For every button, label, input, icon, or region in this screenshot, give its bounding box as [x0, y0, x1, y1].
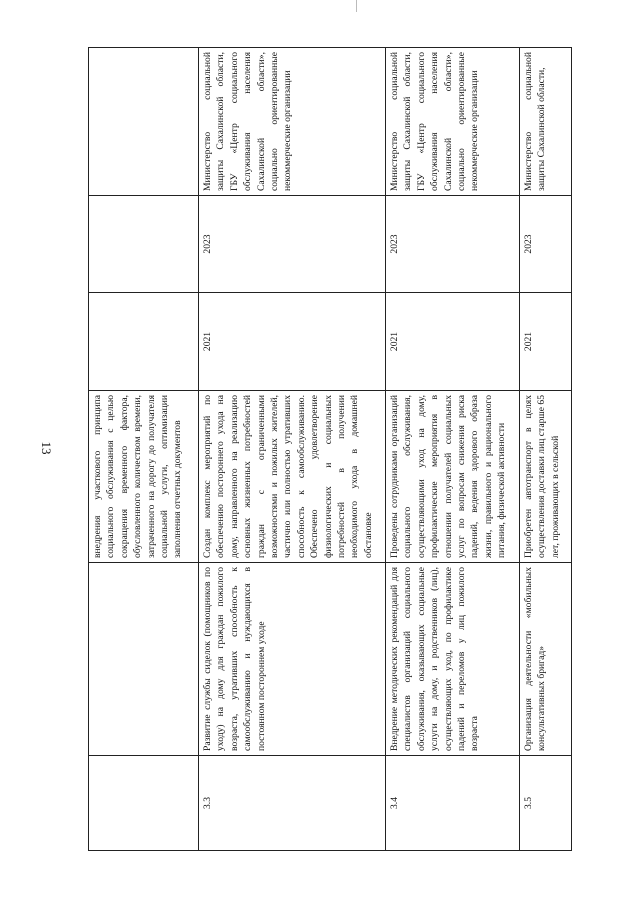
- end-year-cell: 2023: [386, 196, 520, 293]
- executors-cell: [89, 48, 199, 196]
- activity-cell: [89, 563, 199, 756]
- result-cell: внедрения участкового принципа социального обслуживания с целью сокращения временного фактора, обусловленного количеством времени, затраченного на дорогу до получателя социальной услуги, оптимизации заполнения отчетных документов: [89, 391, 199, 563]
- rotated-table-page: [88, 48, 571, 851]
- activity-cell: Развитие службы сиделок (помощников по уходу) на дому для граждан пожилого возраста, утративших способность к самообслуживанию и нуждающихся в постоянном постороннем уходе: [199, 563, 386, 756]
- result-cell: Создан комплекс мероприятий по обеспечению постороннего ухода на дому, направленного на реализацию основных жизненных потребностей граждан с ограниченными возможностями и пожилых жителей, частично или полностью утративших способность к самообслуживанию. Обеспечено удовлетворение физиологических и социальных потребностей в получении необходимого ухода в домашней обстановке: [199, 391, 386, 563]
- result-cell: Приобретен автотранспорт в целях осуществления доставки лиц старше 65 лет, проживающих в сельской: [520, 391, 572, 563]
- table-row: [199, 48, 386, 851]
- row-number-cell: 3.4: [386, 756, 520, 851]
- start-year-cell: 2021: [386, 293, 520, 391]
- row-number-cell: [89, 756, 199, 851]
- page-number: 13: [39, 441, 54, 455]
- activity-cell: Организация деятельности «мобильных консультативных бригад»: [520, 563, 572, 756]
- activity-table: [88, 47, 572, 851]
- result-cell: Проведены сотрудниками организаций социального обслуживания, осуществляющими уход на дому, профилактические мероприятия в отношении получателей социальных услуг по вопросам снижения риска падений, ведения здорового образа жизни, правильного и рационального питания, физической активности: [386, 391, 520, 563]
- scan-mark: [356, 0, 357, 12]
- row-number-cell: 3.5: [520, 756, 572, 851]
- table-row: [89, 48, 199, 851]
- start-year-cell: 2021: [520, 293, 572, 391]
- start-year-cell: [89, 293, 199, 391]
- end-year-cell: [89, 196, 199, 293]
- table-row: [520, 48, 572, 851]
- executors-cell: Министерство социальной защиты Сахалинской области, ГБУ «Центр социального обслуживания населения Сахалинской области», социально ориентированные некоммерческие организации: [386, 48, 520, 196]
- end-year-cell: 2023: [199, 196, 386, 293]
- start-year-cell: 2021: [199, 293, 386, 391]
- table-row: [386, 48, 520, 851]
- activity-cell: Внедрение методических рекомендаций для специалистов организаций социального обслуживания, оказывающих социальные услуги на дому, и родственников (лиц), осуществляющих уход, по профилактике падений и переломов у лиц пожилого возраста: [386, 563, 520, 756]
- end-year-cell: 2023: [520, 196, 572, 293]
- executors-cell: Министерство социальной защиты Сахалинской области,: [520, 48, 572, 196]
- executors-cell: Министерство социальной защиты Сахалинской области, ГБУ «Центр социального обслуживания населения Сахалинской области», социально ориентированные некоммерческие организации: [199, 48, 386, 196]
- row-number-cell: 3.3: [199, 756, 386, 851]
